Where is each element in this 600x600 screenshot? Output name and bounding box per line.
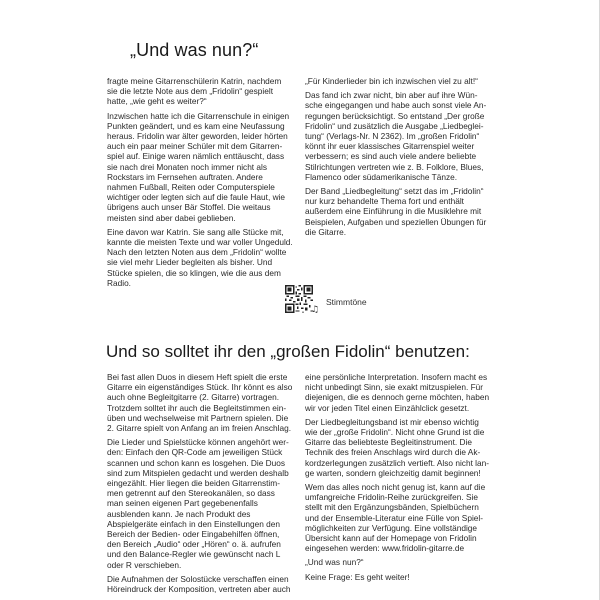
paragraph: Das fand ich zwar nicht, bin aber auf ihre Wünsche eingegangen und habe auch sonst viele Anregungen berücksichtigt. So entstand „Der große Fridolin“ und zusätzlich die Ausgabe „Liedbegleitung“ (Verlags-Nr. N 2362). Im „großen Fridolin“ könnt ihr euer klassisches Gitarrenspiel weiter verbessern; es sind auch viele andere beliebte Stilrichtungen vertreten wie z. B. Folklore, Blues, Flamenco oder südamerikanische Tänze. bbox=[305, 90, 487, 182]
music-note-icon: ♫ bbox=[311, 305, 320, 315]
paragraph: Die Aufnahmen der Solostücke verschaffen einen Höreindruck der Komposition, vertreten aber auch bbox=[107, 573, 291, 595]
section2-column-right bbox=[305, 372, 491, 586]
paragraph: Eine davon war Katrin. Sie sang alle Stücke mit, kannte die meisten Texte und war voller Ungeduld. Nach den letzten Noten aus dem „Fridolin“ wollte sie viel mehr Lieder begleiten als bisher. Und Stücke spielen, die so klingen, wie die aus dem Radio. bbox=[107, 226, 293, 288]
paragraph: „Und was nun?“ bbox=[305, 557, 364, 568]
paragraph: Der Liedbegleitungsband ist mir ebenso wichtig wie der „große Fridolin“. Nicht ohne Grund ist die Gitarre das beliebteste Begleitinstrument. Die Technik des freien Anschlags wird durch die Akkordzerlegungen zusätzlich vertieft. Also nicht lange warten, sondern gleichzeitig damit beginnen! bbox=[305, 416, 490, 478]
paragraph: Inzwischen hatte ich die Gitarrenschule in einigen Punkten geändert, und es kam eine Neufassung heraus. Fridolin war älter geworden, leider hörten auch ein paar meiner Schüler mit dem Gitarrenspiel auf. Einige waren nämlich enttäuscht, dass sie nach drei Monaten noch immer nicht als Rockstars im Fernsehen auftraten. Andere nahmen Fußball, Reiten oder Computerspiele wichtiger oder legten sich auf die faule Haut, wie übrigens auch unser Bär Stoffel. Die weitaus meisten sind aber dabei geblieben. bbox=[107, 110, 290, 223]
section1-column-right bbox=[305, 76, 491, 241]
paragraph: Der Band „Liedbegleitung“ setzt das im „Fridolin“ nur kurz behandelte Thema fort und enthält außerdem eine Einführung in die Musiklehre mit Beispielen, Aufgaben und speziellen Übungen für die Gitarre. bbox=[305, 186, 487, 237]
qr-label-stimmtoene: Stimmtöne bbox=[326, 297, 367, 307]
paragraph: eine persönliche Interpretation. Insofern macht es nicht unbedingt Sinn, sie exakt mitzuspielen. Für diejenigen, die es dennoch gerne möchten, haben wir vor jeden Titel einen Einzählclick gesetzt. bbox=[305, 372, 490, 413]
paragraph: Keine Frage: Es geht weiter! bbox=[305, 571, 410, 582]
section2-column-left bbox=[107, 372, 293, 598]
paragraph: Wem das alles noch nicht genug ist, kann auf die umfangreiche Fridolin-Reihe zurückgreifen. Sie stellt mit den Ergänzungsbänden, Spielbüchern und der Ensemble-Literatur eine Fülle von Spielmöglichkeiten zur Verfügung. Eine vollständige Übersicht kann auf der Homepage von Fridolin eingesehen werden: www.fridolin-gitarre.de bbox=[305, 482, 486, 554]
paragraph: „Für Kinderlieder bin ich inzwischen viel zu alt!“ bbox=[305, 76, 478, 86]
paragraph: Bei fast allen Duos in diesem Heft spielt die erste Gitarre ein eigenständiges Stück. Ihr könnt es also auch ohne Begleitgitarre (2. Gitarre) vortragen. Trotzdem solltet ihr auch die Begleitstimmen einüben und wechselweise mit Partnern spielen. Die 2. Gitarre spielt von Anfang an im freien Anschlag. bbox=[107, 372, 293, 434]
qr-code-icon bbox=[285, 285, 313, 313]
section1-column-left bbox=[107, 76, 293, 292]
section-title-und-was-nun: „Und was nun?“ bbox=[130, 40, 259, 60]
paragraph: fragte meine Gitarrenschülerin Katrin, nachdem sie die letzte Note aus dem „Fridolin“ gespielt hatte, „wie geht es weiter?“ bbox=[107, 76, 282, 107]
section-title-benutzen: Und so solltet ihr den „großen Fidolin“ benutzen: bbox=[106, 342, 470, 361]
paragraph: Die Lieder und Spielstücke können angehört werden: Einfach den QR-Code am jeweiligen Stück scannen und schon kann es losgehen. Die Duos sind zum Mitspielen gedacht und werden deshalb eingezählt. Hier liegen die beiden Gitarrenstimmen getrennt auf den Stereokanälen, so dass man seinen eigenen Part gegebenenfalls ausblenden kann. Je nach Produkt des Abspielgeräte einfach in den Einstellungen den Bereich der Bedien- oder Eingabehilfen öffnen, den Bereich „Audio“ oder „Hören“ o. ä. aufrufen und den Balance-Regler wie gewünscht nach L oder R verschieben. bbox=[107, 437, 289, 570]
